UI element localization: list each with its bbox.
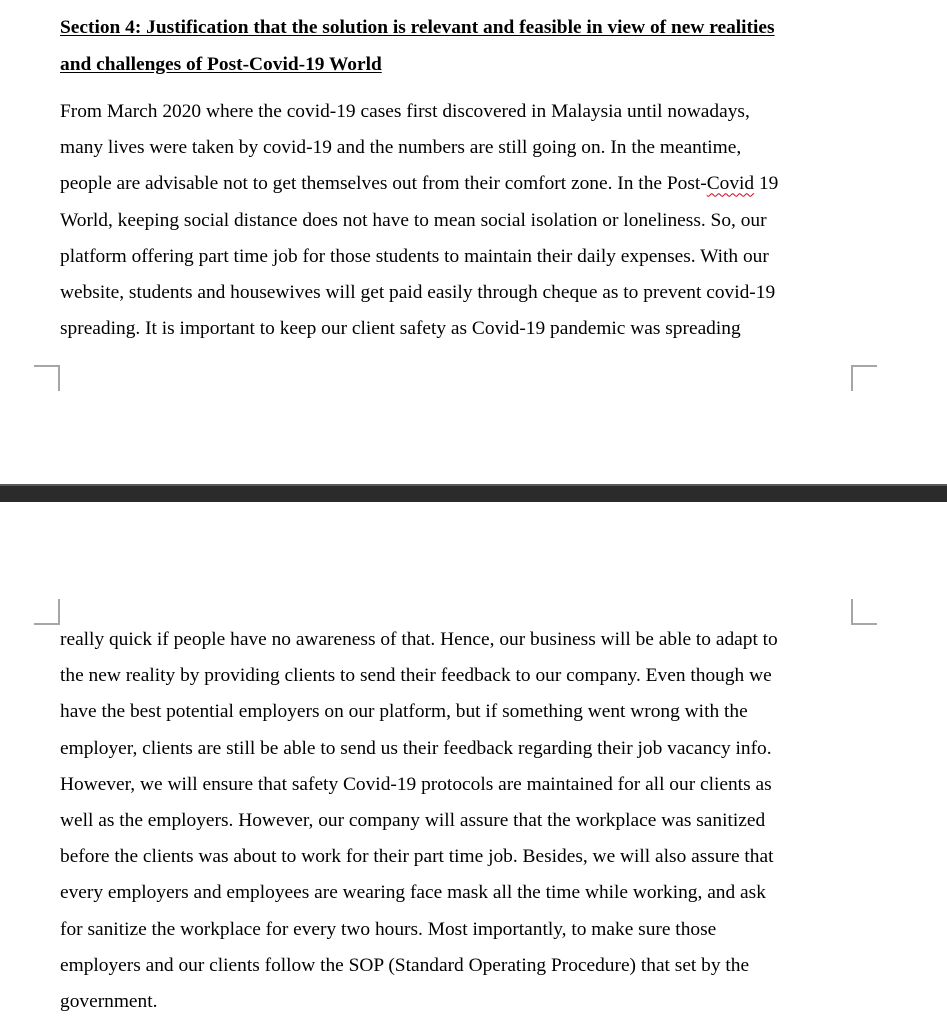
paragraph-line: platform offering part time job for those students to maintain their daily expenses. With our bbox=[60, 245, 769, 267]
body-paragraph bbox=[60, 622, 778, 1020]
heading-line: and challenges of Post-Covid-19 World bbox=[60, 53, 382, 75]
paragraph-line: employers and our clients follow the SOP (Standard Operating Procedure) that set by the bbox=[60, 954, 750, 976]
paragraph-line: have the best potential employers on our platform, but if something went wrong with the bbox=[60, 701, 748, 723]
page-break-separator bbox=[0, 484, 947, 502]
paragraph-line: the new reality by providing clients to send their feedback to our company. Even though we bbox=[60, 665, 772, 687]
paragraph-line: government. bbox=[60, 991, 158, 1013]
spelling-error-word[interactable]: Covid bbox=[706, 173, 755, 195]
paragraph-line: However, we will ensure that safety Covid-19 protocols are maintained for all our clients as bbox=[60, 773, 772, 795]
paragraph-line: World, keeping social distance does not have to mean social isolation or loneliness. So, our bbox=[60, 209, 767, 231]
paragraph-line: every employers and employees are wearing face mask all the time while working, and ask bbox=[60, 882, 766, 904]
section-heading bbox=[60, 10, 860, 83]
margin-corner-mark bbox=[34, 599, 60, 625]
paragraph-line: really quick if people have no awareness of that. Hence, our business will be able to adapt to bbox=[60, 629, 778, 650]
margin-corner-mark bbox=[34, 365, 60, 391]
body-paragraph bbox=[60, 94, 778, 347]
heading-line: Section 4: Justification that the solution is relevant and feasible in view of new realities bbox=[60, 17, 775, 38]
paragraph-line: From March 2020 where the covid-19 cases first discovered in Malaysia until nowadays, bbox=[60, 101, 750, 122]
margin-corner-mark bbox=[851, 599, 877, 625]
paragraph-line: website, students and housewives will get paid easily through cheque as to prevent covid-19 bbox=[60, 282, 776, 304]
paragraph-line: spreading. It is important to keep our client safety as Covid-19 pandemic was spreading bbox=[60, 318, 741, 340]
margin-corner-mark bbox=[851, 365, 877, 391]
paragraph-line: employer, clients are still be able to send us their feedback regarding their job vacancy info. bbox=[60, 737, 772, 759]
paragraph-line: before the clients was about to work for their part time job. Besides, we will also assure that bbox=[60, 846, 774, 868]
paragraph-line bbox=[60, 166, 778, 202]
paragraph-line: for sanitize the workplace for every two hours. Most importantly, to make sure those bbox=[60, 918, 717, 940]
paragraph-line: well as the employers. However, our company will assure that the workplace was sanitized bbox=[60, 810, 766, 832]
text-run: 19 bbox=[754, 173, 779, 195]
document-page-1[interactable] bbox=[0, 0, 947, 484]
paragraph-line: many lives were taken by covid-19 and the numbers are still going on. In the meantime, bbox=[60, 137, 742, 159]
separator-edge bbox=[0, 484, 947, 486]
document-page-2[interactable] bbox=[0, 502, 947, 1024]
text-run: people are advisable not to get themselves out from their comfort zone. In the Post- bbox=[60, 173, 707, 195]
